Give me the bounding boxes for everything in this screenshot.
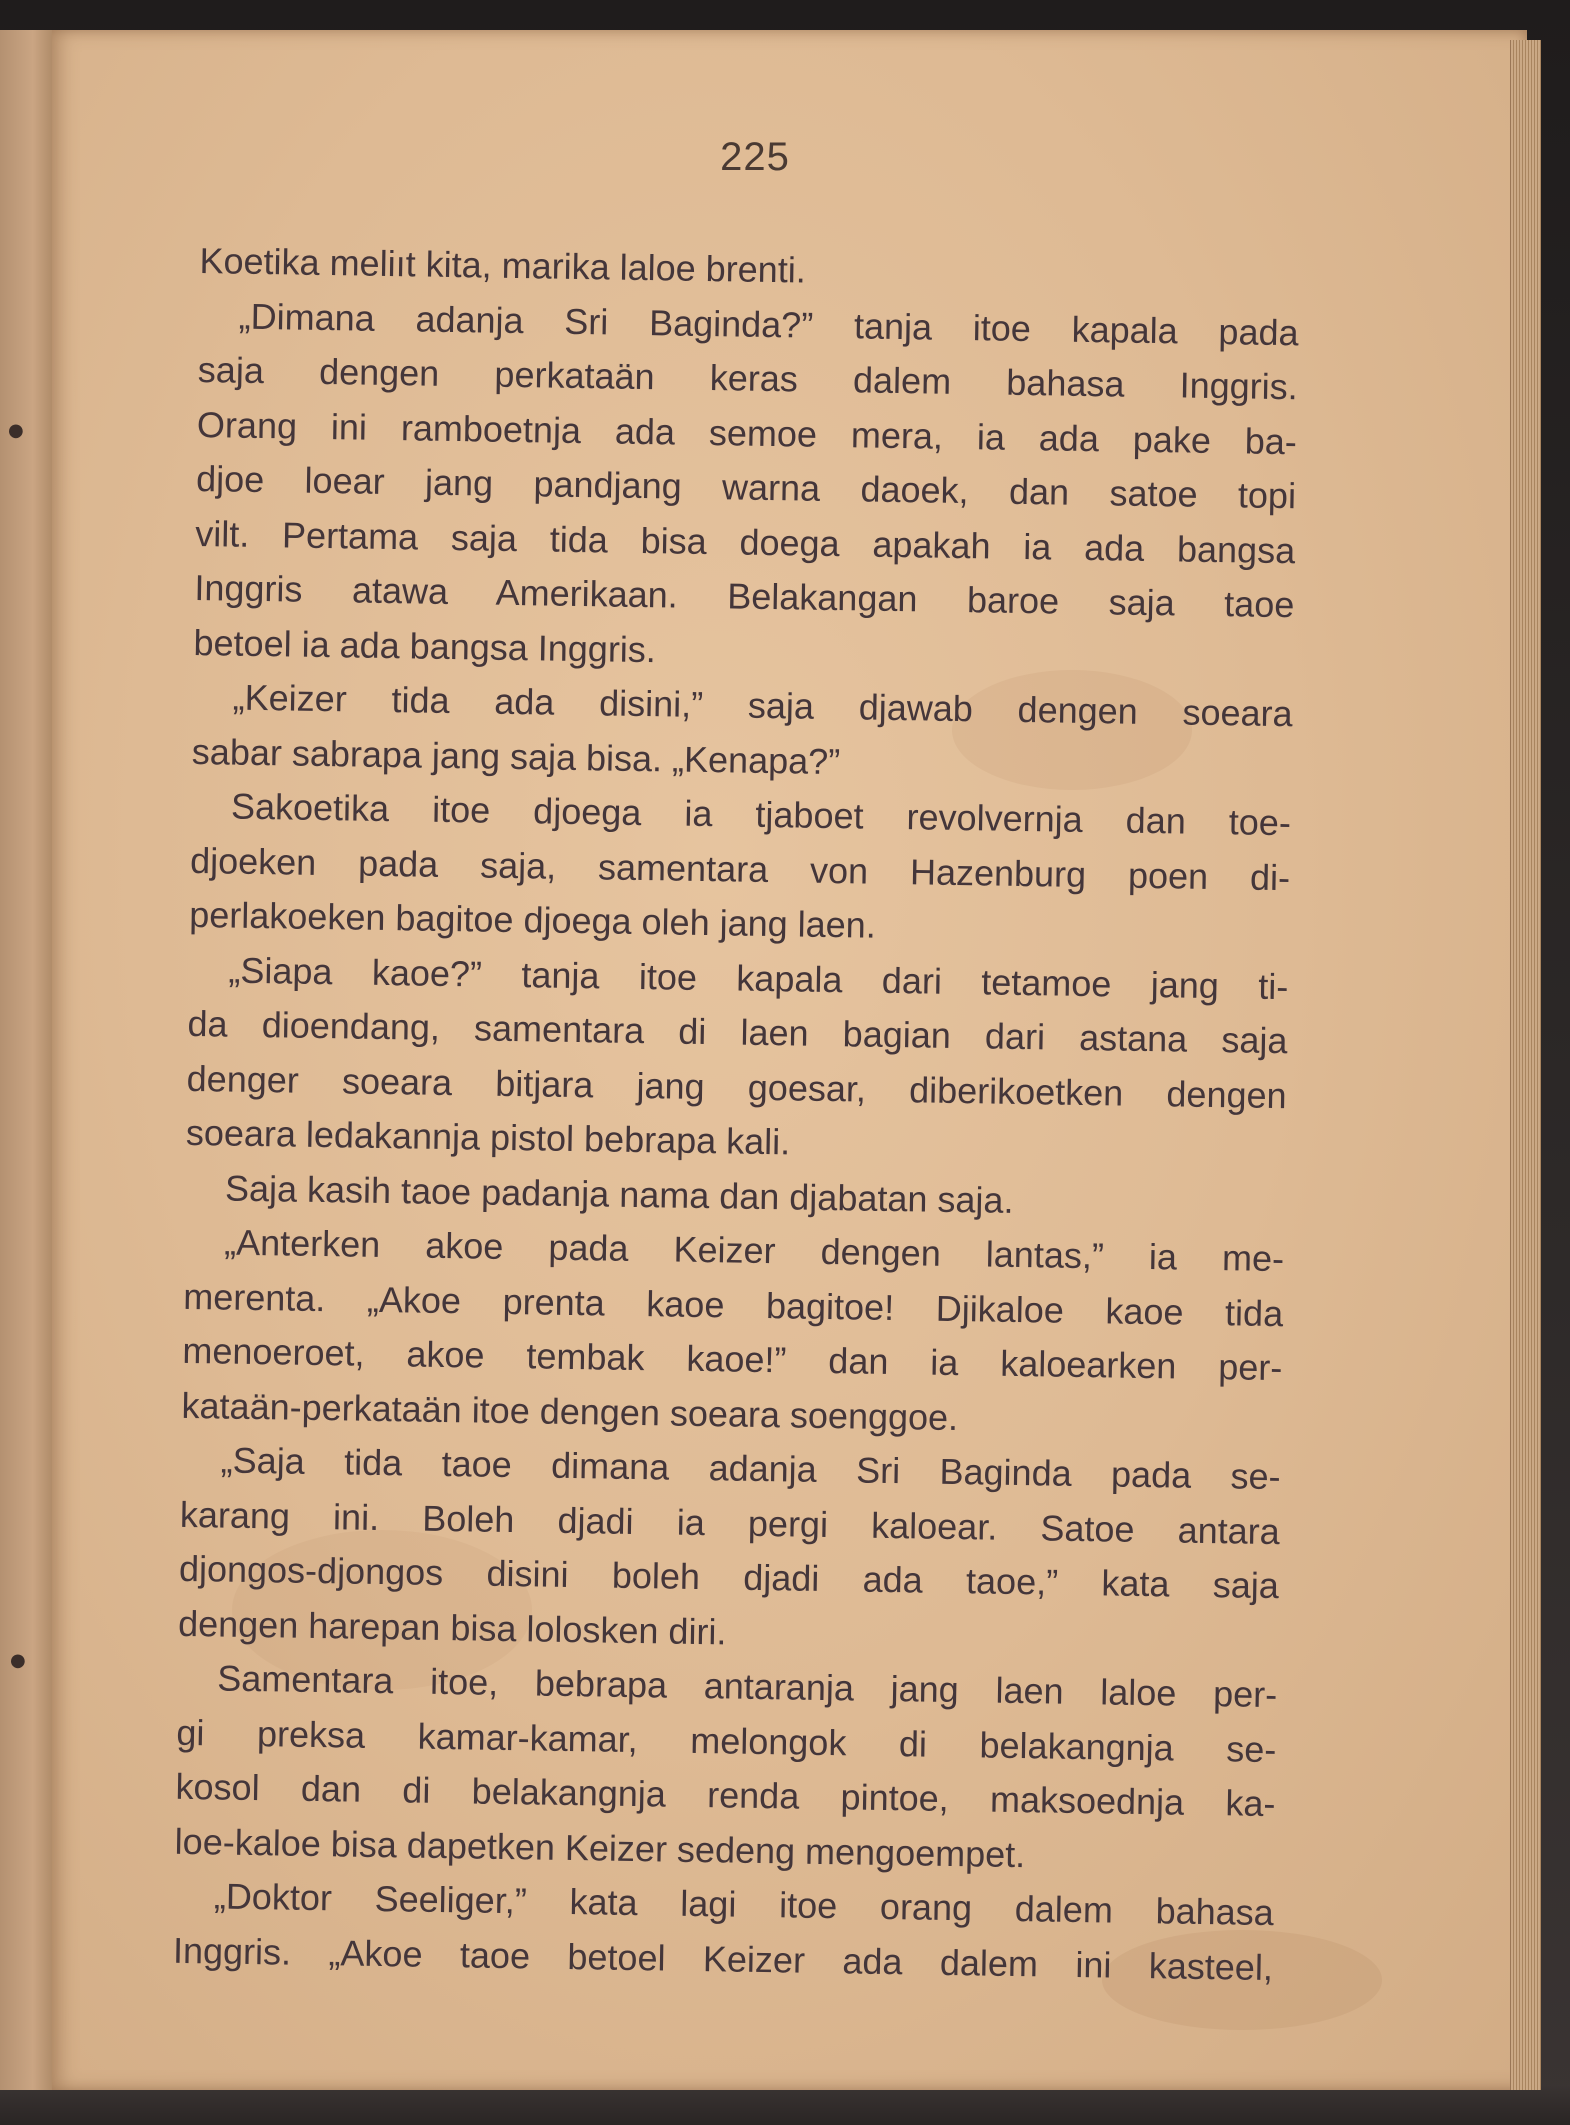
text-line: Inggris. „Akoe taoe betoel Keizer ada dalem ini kasteel,	[172, 1929, 1274, 1988]
text-line: Samentara itoe, bebrapa antaranja jang laen laloe per-	[216, 1657, 1278, 1716]
text-line: gi preksa kamar-kamar, melongok di belakangnja se-	[176, 1711, 1277, 1770]
text-line: „Siapa kaoe?” tanja itoe kapala dari tetamoe jang ti-	[228, 949, 1289, 1007]
body-text	[173, 234, 1300, 1995]
text-line: loe-kaloe bisa dapetken Keizer sedeng mengoempet.	[174, 1820, 1026, 1875]
text-line: kataän-perkataän itoe dengen soeara soenggoe.	[181, 1384, 959, 1438]
text-line: Saja kasih taoe padanja nama dan djabatan saja.	[224, 1167, 1014, 1221]
text-line: betoel ia ada bangsa Inggris.	[193, 621, 657, 670]
margin-speck: ●	[10, 1650, 26, 1671]
text-line: sabar sabrapa jang saja bisa. „Kenapa?”	[191, 730, 841, 782]
text-line: djongos-djongos disini boleh djadi ada taoe,” kata saja	[178, 1547, 1280, 1607]
text-line: dengen harepan bisa lolosken diri.	[177, 1602, 727, 1652]
text-line: soeara ledakannja pistol bebrapa kali.	[185, 1111, 791, 1163]
text-line: karang ini. Boleh djadi ia pergi kaloear. Satoe antara	[179, 1493, 1281, 1552]
text-line: Koetika meliıt kita, marika laloe brenti.	[199, 239, 807, 291]
text-line: Inggris atawa Amerikaan. Belakangan baroe saja taoe	[194, 566, 1295, 626]
text-line: menoeroet, akoe tembak kaoe!” dan ia kaloearken per-	[182, 1329, 1283, 1389]
page-number: 225	[720, 135, 790, 179]
text-line: denger soeara bitjara jang goesar, diberikoetken dengen	[186, 1057, 1287, 1116]
text-line: kosol dan di belakangnja renda pintoe, maksoednja ka-	[175, 1765, 1276, 1825]
text-line: djoeken pada saja, samentara von Hazenburg poen di-	[189, 839, 1291, 898]
text-line: „Anterken akoe pada Keizer dengen lantas,” ia me-	[223, 1221, 1285, 1280]
text-line: perlakoeken bagitoe djoega oleh jang laen.	[188, 893, 877, 946]
text-line: Sakoetika itoe djoega ia tjaboet revolvernja dan toe-	[230, 785, 1292, 844]
text-line: djoe loear jang pandjang warna daoek, dan satoe topi	[195, 457, 1297, 517]
text-line: „Doktor Seeliger,” kata lagi itoe orang dalem bahasa	[213, 1875, 1275, 1934]
text-line: „Keizer tida ada disini,” saja djawab dengen soeara	[232, 676, 1293, 735]
text-line: saja dengen perkataän keras dalem bahasa Inggris.	[197, 348, 1299, 408]
text-line: Orang ini ramboetnja ada semoe mera, ia ada pake ba-	[196, 403, 1298, 462]
text-line: „Saja tida taoe dimana adanja Sri Baginda pada se-	[220, 1439, 1281, 1498]
page-fore-edge	[1510, 40, 1541, 2090]
text-line: merenta. „Akoe prenta kaoe bagitoe! Djikaloe kaoe tida	[182, 1275, 1284, 1334]
text-line: vilt. Pertama saja tida bisa doega apakah ia ada bangsa	[194, 512, 1296, 571]
scan-bottom-edge	[0, 2085, 1570, 2125]
text-line: „Dimana adanja Sri Baginda?” tanja itoe kapala pada	[238, 295, 1299, 353]
text-line: da dioendang, samentara di laen bagian dari astana saja	[187, 1002, 1288, 1062]
margin-speck: ●	[8, 420, 24, 441]
